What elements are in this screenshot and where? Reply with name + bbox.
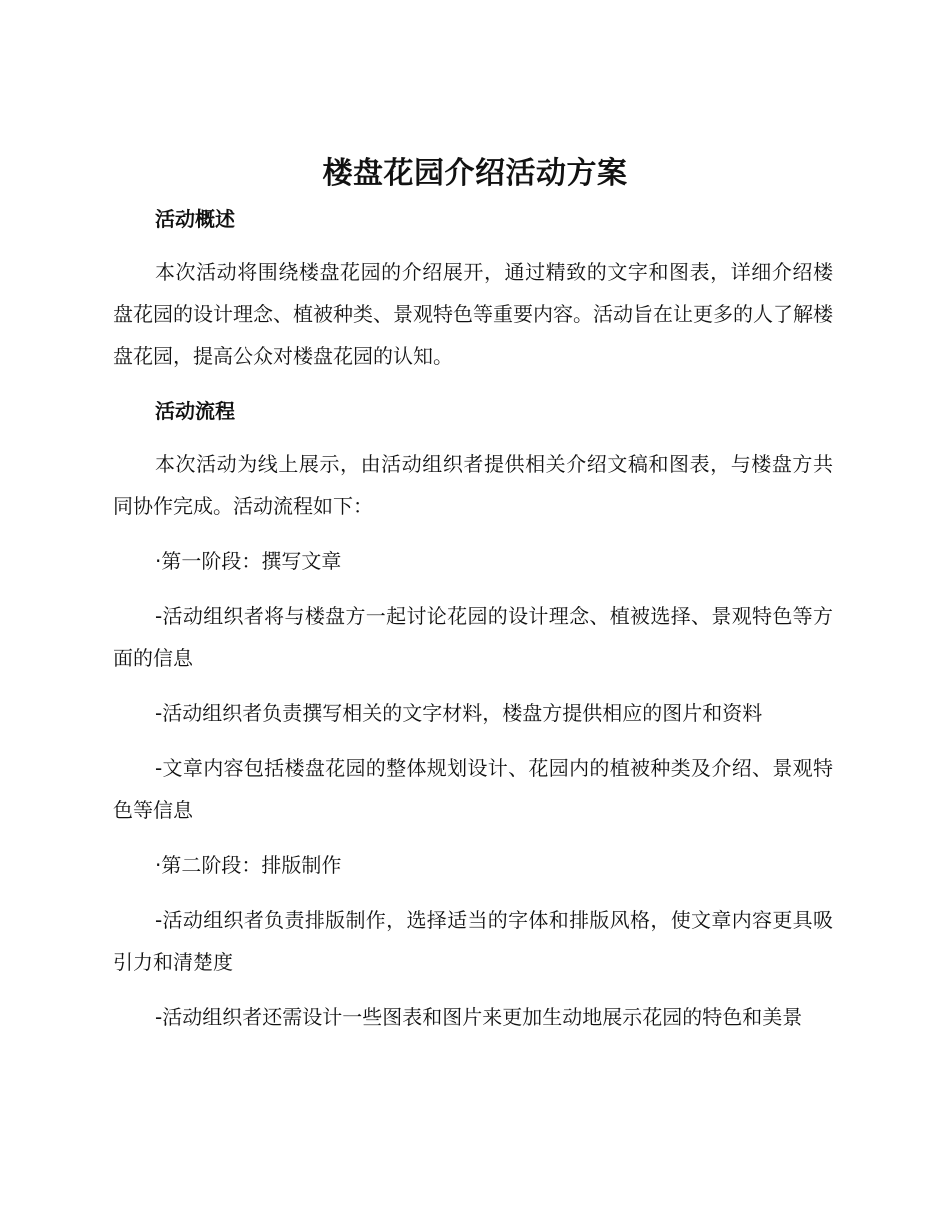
document-title: 楼盘花园介绍活动方案 bbox=[322, 156, 628, 191]
stage-two-item: ·第二阶段：排版制作 bbox=[155, 853, 342, 877]
overview-paragraph: 本次活动将围绕楼盘花园的介绍展开，通过精致的文字和图表，详细介绍楼盘花园的设计理念、植被种类、景观特色等重要内容。活动旨在让更多的人了解楼盘花园，提高公众对楼盘花园的认知。 bbox=[113, 260, 833, 368]
section-heading-overview: 活动概述 bbox=[155, 207, 235, 231]
stage-one-detail-2: -活动组织者负责撰写相关的文字材料，楼盘方提供相应的图片和资料 bbox=[155, 701, 763, 725]
section-heading-process: 活动流程 bbox=[155, 399, 235, 423]
stage-one-detail-3: -文章内容包括楼盘花园的整体规划设计、花园内的植被种类及介绍、景观特色等信息 bbox=[113, 756, 833, 822]
document-body bbox=[113, 198, 833, 1051]
stage-one-detail-1: -活动组织者将与楼盘方一起讨论花园的设计理念、植被选择、景观特色等方面的信息 bbox=[113, 604, 833, 670]
stage-two-detail-2: -活动组织者还需设计一些图表和图片来更加生动地展示花园的特色和美景 bbox=[155, 1005, 803, 1029]
stage-one-item: ·第一阶段：撰写文章 bbox=[155, 549, 342, 573]
stage-two-detail-1: -活动组织者负责排版制作，选择适当的字体和排版风格，使文章内容更具吸引力和清楚度 bbox=[113, 908, 833, 974]
process-intro-paragraph: 本次活动为线上展示，由活动组织者提供相关介绍文稿和图表，与楼盘方共同协作完成。活动流程如下： bbox=[113, 452, 833, 518]
